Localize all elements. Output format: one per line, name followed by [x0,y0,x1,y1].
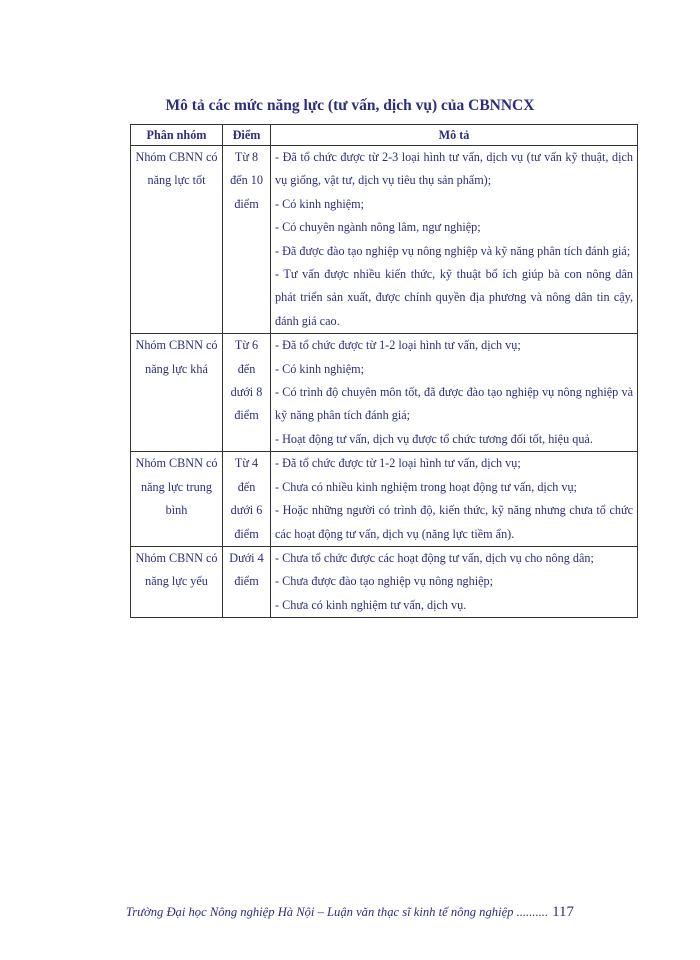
header-group: Phân nhóm [131,125,223,146]
table-row [131,334,638,452]
description-line: - Đã được đào tạo nghiệp vụ nông nghiệp và kỹ năng phân tích đánh giá; [275,243,631,258]
description-line: - Đã tổ chức được từ 1-2 loại hình tư vấn, dịch vụ; [275,338,521,353]
description-cell [271,334,638,452]
description-line: - Chưa được đào tạo nghiệp vụ nông nghiệp; [275,574,494,589]
description-line: - Có chuyên ngành nông lâm, ngư nghiệp; [275,220,481,235]
table-header-row [131,125,638,146]
score-cell: Từ 8 đến 10 điểm [223,146,271,334]
group-cell: Nhóm CBNN có năng lực trung bình [131,452,223,547]
description-line: - Đã tổ chức được từ 1-2 loại hình tư vấn, dịch vụ; [275,456,521,471]
description-line: - Chưa có kinh nghiệm tư vấn, dịch vụ. [275,597,467,612]
group-cell: Nhóm CBNN có năng lực tốt [131,146,223,334]
header-score: Điểm [223,125,271,146]
description-line: - Có kinh nghiệm; [275,361,365,376]
description-line: - Có kinh nghiệm; [275,196,365,211]
description-line: - Có trình độ chuyên môn tốt, đã được đào tạo nghiệp vụ nông nghiệp và kỹ năng phân tích đánh giá; [275,385,633,423]
table-row [131,546,638,617]
table-row [131,146,638,334]
footer-text: Trường Đại học Nông nghiệp Hà Nội – Luận văn thạc sĩ kinh tế nông nghiệp .......... [125,905,549,919]
score-cell: Từ 4 đến dưới 6 điểm [223,452,271,547]
description-cell [271,146,638,334]
capacity-table [130,124,638,618]
score-cell: Dưới 4 điểm [223,546,271,617]
description-line: - Hoặc những người có trình độ, kiến thức, kỹ năng nhưng chưa tổ chức các hoạt động tư vấn, dịch vụ (năng lực tiềm ẩn). [275,503,633,541]
table-row [131,452,638,547]
header-description: Mô tả [271,125,638,146]
description-line: - Tư vấn được nhiều kiến thức, kỹ thuật bổ ích giúp bà con nông dân phát triển sản xuất, được chính quyền địa phương và nông dân tin cậy, đánh giá cao. [275,267,633,328]
description-line: - Chưa tổ chức được các hoạt động tư vấn, dịch vụ cho nông dân; [275,550,594,565]
description-cell [271,452,638,547]
description-line: - Chưa có nhiều kinh nghiệm trong hoạt động tư vấn, dịch vụ; [275,479,577,494]
page-title: Mô tả các mức năng lực (tư vấn, dịch vụ) của CBNNCX [165,97,535,114]
group-cell: Nhóm CBNN có năng lực khá [131,334,223,452]
page-number: 117 [552,904,575,920]
score-cell: Từ 6 đến dưới 8 điểm [223,334,271,452]
description-cell [271,546,638,617]
group-cell: Nhóm CBNN có năng lực yếu [131,546,223,617]
description-line: - Hoạt động tư vấn, dịch vụ được tổ chức tương đối tốt, hiệu quả. [275,431,593,446]
page-footer [0,902,700,922]
description-line: - Đã tổ chức được từ 2-3 loại hình tư vấn, dịch vụ (tư vấn kỹ thuật, dịch vụ giống, vật tư, dịch vụ tiêu thụ sản phẩm); [275,150,633,188]
